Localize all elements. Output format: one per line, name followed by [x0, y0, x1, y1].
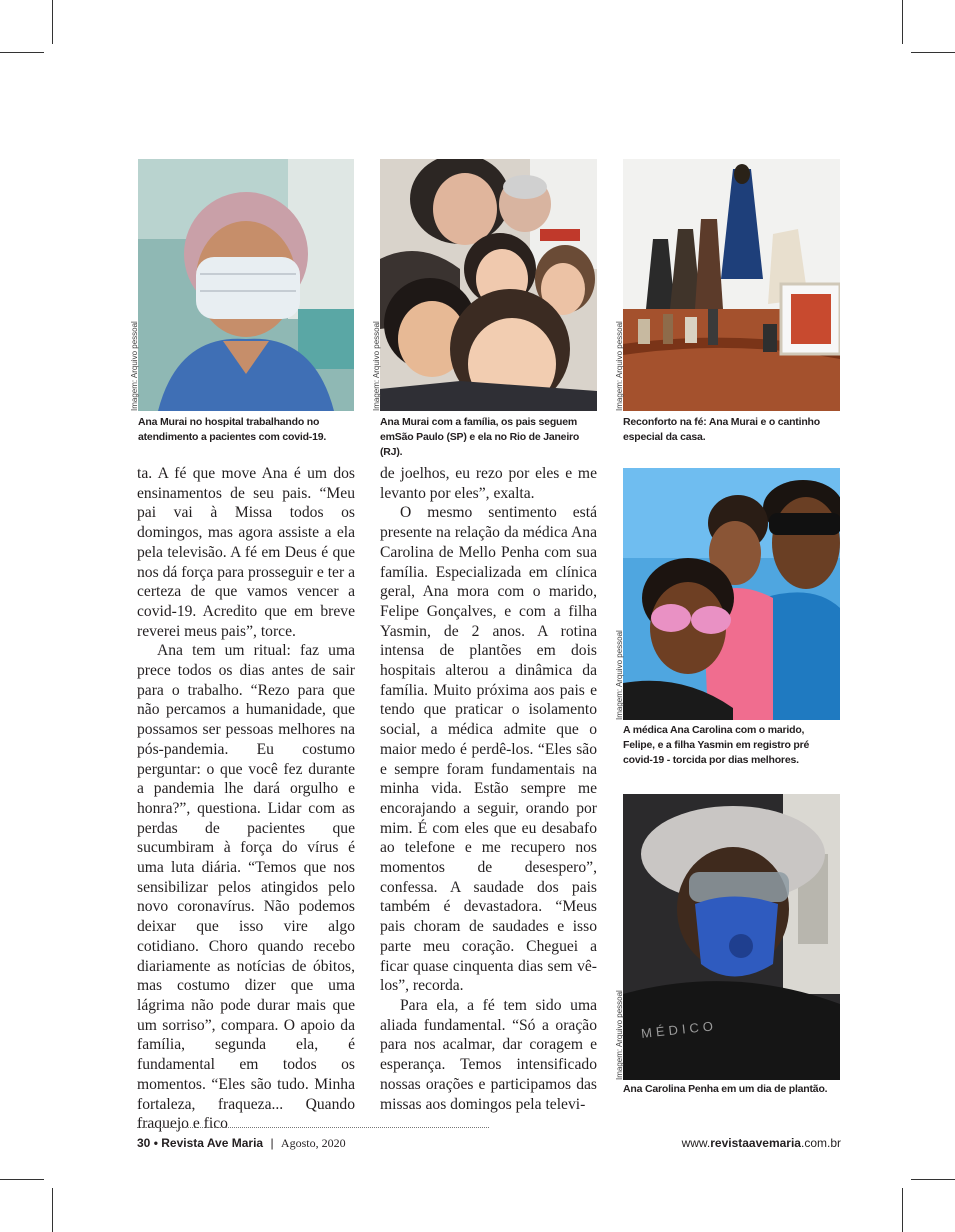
photo-credit: Imagem: Arquivo pessoal	[615, 630, 624, 720]
crop-mark	[911, 1179, 955, 1180]
footer-folio	[137, 1136, 346, 1151]
photo-caption: Ana Murai com a família, os pais seguem emSão Paulo (SP) e ela no Rio de Janeiro (RJ).	[380, 416, 580, 458]
article-paragraph: Para ela, a fé tem sido uma aliada fundamental. “Só a oração para nos acalmar, dar coragem e esperança. Temos intensificado nossas orações e participamos das missas aos domingos pela televi-	[380, 996, 597, 1113]
vest-text: MÉDICO	[640, 1018, 718, 1041]
article-paragraph: ta. A fé que move Ana é um dos ensinamentos de seu pais. “Meu pai vai à Missa todos os domingos, mas agora assiste a ela pela televisão. A fé em Deus é que nos dá força para prosseguir e ter a certeza de que vamos vencer a covid-19. Acredito que em breve reverei meus pais”, torce.	[137, 465, 355, 640]
article-paragraph: de joelhos, eu rezo por eles e me levanto por eles”, exalta.	[380, 465, 597, 502]
article-paragraph: Ana tem um ritual: faz uma prece todos os dias antes de sair para o trabalho. “Rezo para que não percamos a humanidade, que possamos ser pessoas melhores na pós-pandemia. Eu costumo perguntar: o que você fez durante a pandemia lhe dará orgulho e honra?”, questiona. Lidar com as perdas de pacientes que sucumbiram à força do vírus é uma luta diária. “Temos que nos sensibilizar pelos atingidos pelo novo coronavírus. Não podemos deixar que isso vire algo cotidiano. Choro quando recebo diariamente as notícias de óbitos, mas costumo dizer que uma lágrima não pode durar mais que um sorriso”, compara. O apoio da família, segunda ela, é fundamental em todos os momentos. “Eles são tudo. Minha fortaleza, fraqueza... Quando fraquejo e fico	[137, 642, 355, 1133]
photo-credit: Imagem: Arquivo pessoal	[130, 321, 139, 411]
page-number: 30	[137, 1136, 151, 1150]
article-column-2	[380, 464, 597, 1114]
photo-ana-carolina-family	[623, 468, 840, 720]
photo-credit: Imagem: Arquivo pessoal	[615, 321, 624, 411]
crop-mark	[52, 1188, 53, 1232]
crop-mark	[0, 1179, 44, 1180]
footer-separator: |	[270, 1136, 274, 1150]
footer-bullet: •	[153, 1136, 158, 1150]
photo-caption: Ana Murai no hospital trabalhando no atendimento a pacientes com covid-19.	[138, 416, 327, 443]
article-column-1	[137, 464, 355, 1134]
article-paragraph: O mesmo sentimento está presente na relação da médica Ana Carolina de Mello Penha com sua família. Especializada em clínica geral, Ana mora com o marido, Felipe Gonçalves, e com a filha Yasmin, de 2 anos. A rotina intensa de plantões em dois hospitais alterou a dinâmica da família. Muito próxima aos pais e tendo que praticar o isolamento social, a médica admite que o maior medo é perdê-los. “Eles são e sempre foram fundamentais na minha vida. Estão sempre me encorajando a seguir, orando por mim. É com eles que eu desabafo ao telefone e me recupero nos momentos de desespero”, confessa. A saudade dos pais também é devastadora. “Meus pais choram de saudades e isso parte meu coração. Cheguei a ficar quase cinquenta dias sem vê-los”, recorda.	[380, 504, 597, 995]
photo-religious-corner	[623, 159, 840, 411]
photo-credit: Imagem: Arquivo pessoal	[372, 321, 381, 411]
crop-mark	[902, 1188, 903, 1232]
photo-caption: Ana Carolina Penha em um dia de plantão.	[623, 1083, 828, 1095]
magazine-name: Revista Ave Maria	[161, 1136, 264, 1150]
crop-mark	[52, 0, 53, 44]
footer-url[interactable]	[682, 1136, 841, 1150]
url-suffix: .com.br	[800, 1136, 841, 1150]
photo-ana-carolina-duty	[623, 794, 840, 1080]
crop-mark	[911, 52, 955, 53]
url-domain: revistaavemaria	[710, 1136, 801, 1150]
footer-rule	[137, 1127, 489, 1128]
photo-caption: A médica Ana Carolina com o marido, Felipe, e a filha Yasmin em registro pré covid-19 - torcida por dias melhores.	[623, 724, 810, 766]
photo-ana-murai-hospital	[138, 159, 354, 411]
photo-ana-murai-family	[380, 159, 597, 411]
issue-date: Agosto, 2020	[280, 1136, 346, 1150]
photo-caption: Reconforto na fé: Ana Murai e o cantinho especial da casa.	[623, 416, 820, 443]
photo-credit: Imagem: Arquivo pessoal	[615, 990, 624, 1080]
crop-mark	[0, 52, 44, 53]
url-prefix: www.	[681, 1136, 711, 1150]
crop-mark	[902, 0, 903, 44]
